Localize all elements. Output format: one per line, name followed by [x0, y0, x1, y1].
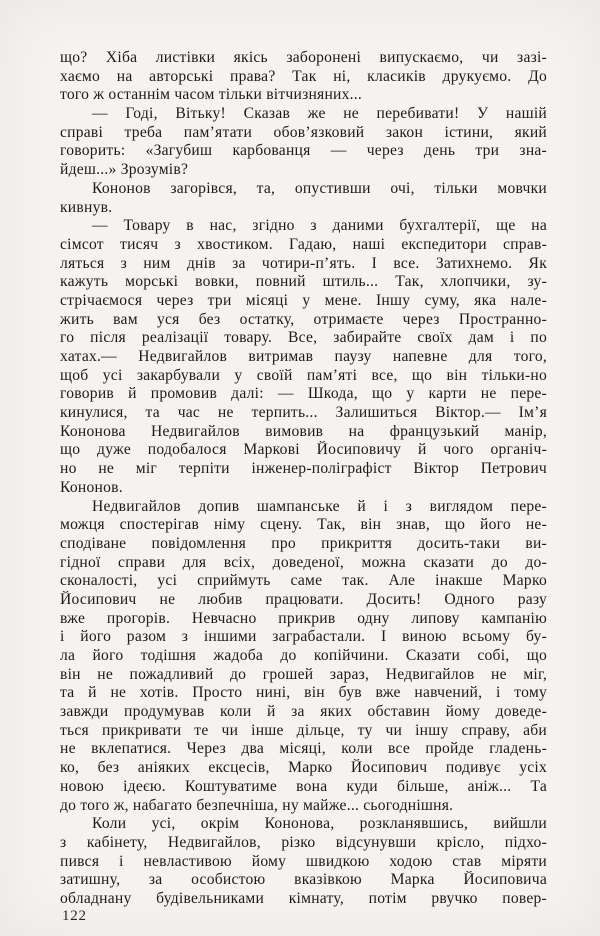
text-line: можця спостерігав німу сцену. Так, він знав, що його не- [60, 516, 547, 534]
text-line: говорить: «Загубиш карбованця — через день три зна- [60, 142, 547, 160]
paragraph [60, 498, 547, 816]
text-line: що? Хіба листівки якісь заборонені випускаємо, чи зазі- [60, 49, 547, 66]
text-block [60, 49, 547, 909]
text-line: Кононова Недвигайлов вимовив на французький манір, [60, 422, 547, 440]
text-line: та й не хотів. Просто нині, він був вже навчений, і тому [60, 684, 547, 702]
text-line: — Товару в нас, згідно з даними бухгалтерії, ще на [92, 217, 547, 235]
text-line: не вклепатися. Через два місяці, коли все пройде гладень- [60, 740, 547, 758]
text-line: сімсот тисяч з хвостиком. Гадаю, наші експедитори справ- [60, 235, 547, 253]
text-line: до того ж, набагато безпечніша, ну майже... сьогоднішня. [60, 796, 454, 814]
text-line: кивнув. [60, 198, 113, 216]
text-line: ла його тодішня жадоба до копійчини. Сказати собі, що [60, 647, 547, 664]
text-line: йдеш...» Зрозумів? [60, 161, 189, 179]
paragraph [60, 105, 547, 180]
paragraph [60, 815, 547, 908]
text-line: сподіване повідомлення про прикриття досить-таки ви- [60, 534, 547, 552]
text-line: з кабінету, Недвигайлов, різко відсунувши крісло, підхо- [60, 833, 547, 851]
text-line: затишну, за особистою вказівкою Марка Йосиповича [60, 871, 547, 889]
text-line: щоб усі закарбували у своїй пам’яті все, що він тільки-но [60, 366, 547, 384]
text-line: він не пожадливий до грошей зараз, Недвигайлов не міг, [60, 665, 547, 683]
text-line: гідної справи для всіх, доведеної, можна сказати до до- [60, 553, 547, 571]
text-line: жить вам уся без остатку, отримаєте через Пространно- [60, 310, 547, 328]
text-line: хаємо на авторські права? Так ні, класиків друкуємо. До [60, 67, 547, 85]
text-line: Йосипович не любив працювати. Досить! Одного разу [60, 590, 547, 608]
text-line: і його разом з іншими заграбастали. І виною всьому бу- [60, 628, 547, 646]
text-line: Кононов загорівся, та, опустивши очі, тільки мовчки [92, 179, 547, 197]
text-line: завжди продумував коли й за яких обставин йому доведе- [60, 703, 547, 721]
text-line: того ж останнім часом тільки вітчизняних... [60, 86, 363, 104]
text-line: но не міг терпіти інженер-поліграфіст Віктор Петрович [60, 460, 547, 478]
text-line: обладнану будівельниками кімнату, потім рвучко повер- [60, 889, 547, 907]
text-line: го після реалізації товару. Все, забирайте своїх дам і по [60, 329, 547, 347]
text-line: сконалості, усі сприймуть саме так. Але інакше Марко [60, 572, 547, 590]
text-line: Коли усі, окрім Кононова, розкланявшись, вийшли [92, 815, 547, 833]
text-line: ляться з ним днів за чотири-п’ять. І все. Затихнемо. Як [60, 254, 547, 272]
text-line: Недвигайлов допив шампанське й і з виглядом пере- [92, 497, 547, 515]
page-number: 122 [62, 908, 87, 924]
text-line: новою ідеєю. Коштуватиме вона куди більше, аніж... Та [60, 777, 547, 795]
text-line: що дуже подобалося Маркові Йосиповичу й чого органіч- [60, 441, 547, 459]
text-line: кинулися, та час не терпить... Залишиться Віктор.— Ім’я [60, 404, 547, 422]
text-line: — Годі, Вітьку! Сказав же не перебивати! У нашій [92, 105, 547, 123]
text-line: вже прогорів. Невчасно прикрив одну липову кампанію [60, 609, 547, 627]
text-line: ко, без аніяких ексцесів, Марко Йосипович подивує усіх [60, 759, 547, 777]
text-line: справі треба пам’ятати обов’язковий закон істини, який [60, 123, 547, 141]
text-line: Кононов. [60, 478, 123, 496]
paragraph [60, 180, 547, 217]
text-line: пився і невластивою йому швидкою ходою став міряти [60, 852, 547, 870]
text-line: ться прикривати те чи інше дільце, ту чи іншу справу, аби [60, 721, 547, 739]
text-line: хатах.— Недвигайлов витримав паузу напевне для того, [60, 348, 547, 365]
paragraph [60, 217, 547, 497]
text-line: стрічаємося через три місяці у мене. Іншу суму, яка нале- [60, 291, 547, 309]
paragraph [60, 49, 547, 105]
text-line: кажуть морські вовки, повний штиль... Так, хлопчики, зу- [60, 273, 547, 291]
text-line: говорив й промовив далі: — Шкода, що у карти не пере- [60, 385, 547, 403]
